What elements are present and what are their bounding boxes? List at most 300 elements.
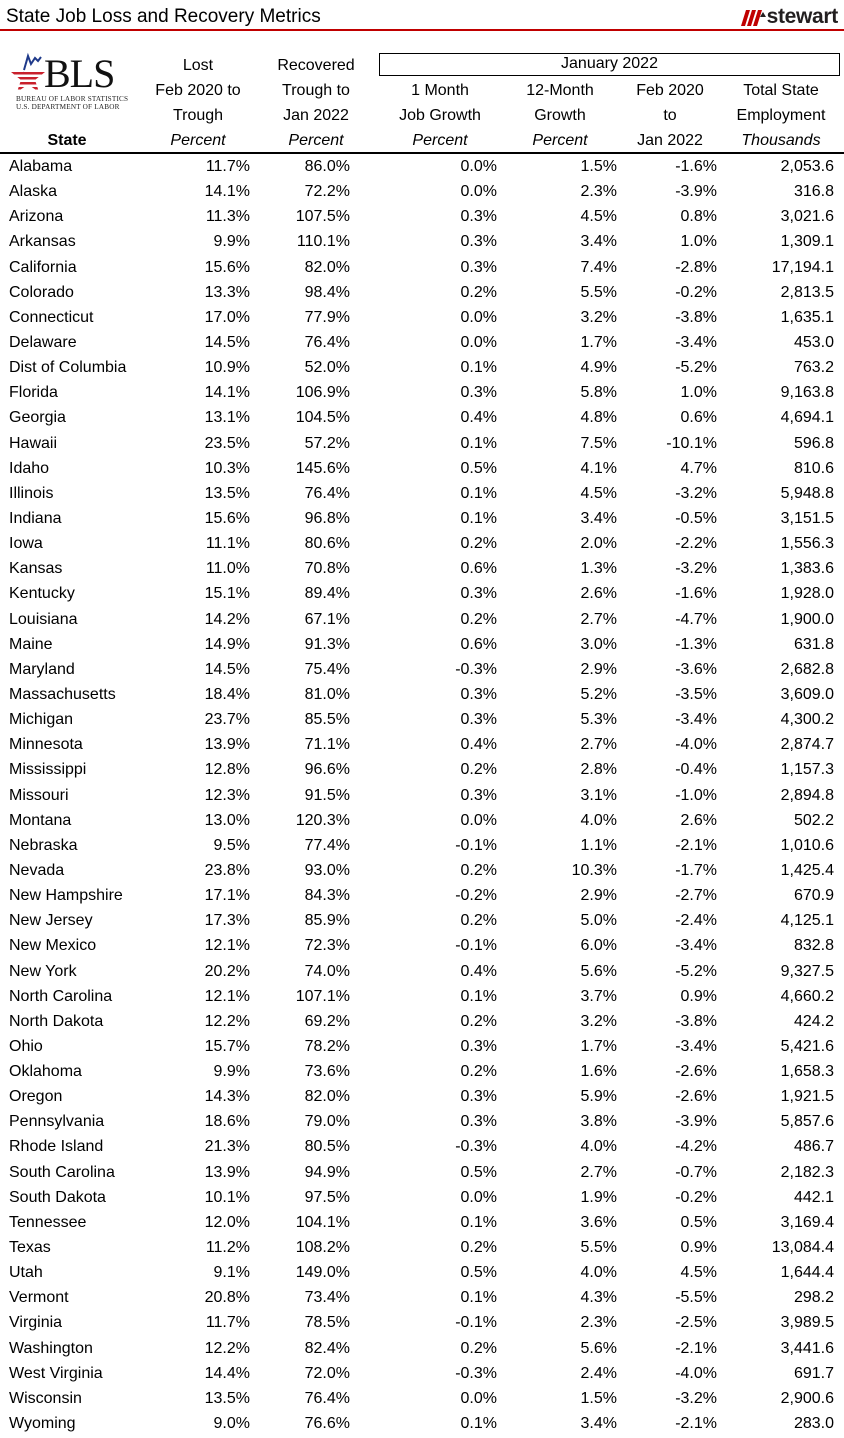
- cell-state: Maine: [9, 635, 53, 653]
- cell-recovered: 71.1%: [304, 736, 350, 754]
- cell-total-employment: 3,609.0: [780, 685, 834, 703]
- cell-recovered: 98.4%: [304, 283, 350, 301]
- cell-state: Indiana: [9, 509, 62, 527]
- cell-twelve-month: 5.9%: [580, 1088, 617, 1106]
- cell-twelve-month: 4.5%: [580, 484, 617, 502]
- cell-lost: 11.1%: [205, 535, 250, 553]
- cell-total-employment: 3,021.6: [780, 208, 834, 226]
- cell-state: Michigan: [9, 711, 74, 729]
- table-row: [0, 959, 844, 984]
- cell-recovered: 70.8%: [304, 560, 350, 578]
- cell-recovered: 84.3%: [304, 887, 350, 905]
- cell-state: West Virginia: [9, 1364, 103, 1382]
- table-row: [0, 883, 844, 908]
- cell-total-employment: 453.0: [793, 333, 834, 351]
- table-row: [0, 1336, 844, 1361]
- cell-total-employment: 1,556.3: [780, 535, 834, 553]
- cell-state: Dist of Columbia: [9, 359, 127, 377]
- cell-feb2020-jan2022: -2.2%: [675, 535, 717, 553]
- cell-state: Mississippi: [9, 761, 87, 779]
- cell-lost: 13.3%: [204, 283, 250, 301]
- cell-feb2020-jan2022: 1.0%: [680, 384, 717, 402]
- data-table-body: [0, 154, 844, 1436]
- cell-state: Nebraska: [9, 836, 78, 854]
- cell-recovered: 104.5%: [295, 409, 350, 427]
- cell-one-month: 0.1%: [460, 1213, 497, 1231]
- cell-twelve-month: 5.6%: [580, 962, 617, 980]
- column-header-state: State: [47, 132, 87, 149]
- cell-twelve-month: 4.5%: [580, 208, 617, 226]
- cell-lost: 9.9%: [213, 1063, 250, 1081]
- cell-state: Connecticut: [9, 308, 94, 326]
- cell-lost: 12.1%: [204, 987, 250, 1005]
- cell-lost: 12.2%: [204, 1339, 250, 1357]
- table-row: [0, 1361, 844, 1386]
- table-row: [0, 431, 844, 456]
- table-row: [0, 1235, 844, 1260]
- cell-feb2020-jan2022: -3.2%: [675, 1389, 717, 1407]
- table-row: [0, 330, 844, 355]
- cell-lost: 17.0%: [204, 308, 250, 326]
- cell-twelve-month: 1.5%: [580, 158, 617, 175]
- cell-twelve-month: 7.5%: [580, 434, 617, 452]
- cell-total-employment: 763.2: [793, 359, 834, 377]
- cell-recovered: 85.9%: [304, 912, 350, 930]
- table-row: [0, 1134, 844, 1159]
- cell-feb2020-jan2022: -2.1%: [675, 1339, 717, 1357]
- cell-one-month: 0.2%: [460, 1012, 497, 1030]
- cell-recovered: 57.2%: [304, 434, 350, 452]
- table-row: [0, 783, 844, 808]
- cell-total-employment: 1,425.4: [780, 861, 834, 879]
- cell-recovered: 75.4%: [304, 660, 350, 678]
- cell-twelve-month: 3.0%: [580, 635, 617, 653]
- cell-total-employment: 1,383.6: [780, 560, 834, 578]
- cell-twelve-month: 5.0%: [580, 912, 617, 930]
- column-header-1-month: 1 Month Job Growth Percent: [399, 82, 481, 149]
- cell-total-employment: 1,010.6: [780, 836, 834, 854]
- stewart-logo: [736, 6, 838, 28]
- cell-state: Idaho: [9, 459, 50, 477]
- cell-one-month: 0.2%: [460, 761, 497, 779]
- cell-twelve-month: 1.5%: [580, 1389, 617, 1407]
- cell-twelve-month: 1.9%: [580, 1188, 617, 1206]
- cell-feb2020-jan2022: -4.0%: [675, 1364, 717, 1382]
- title-bar: [0, 0, 844, 30]
- table-row: [0, 632, 844, 657]
- table-row: [0, 1084, 844, 1109]
- cell-lost: 12.8%: [204, 761, 250, 779]
- stewart-slashes-icon: [736, 8, 766, 26]
- cell-twelve-month: 7.4%: [580, 258, 617, 276]
- cell-twelve-month: 1.3%: [580, 560, 617, 578]
- cell-state: Florida: [9, 384, 58, 402]
- cell-one-month: 0.4%: [460, 736, 497, 754]
- table-row: [0, 657, 844, 682]
- cell-one-month: 0.5%: [460, 459, 497, 477]
- table-row: [0, 1310, 844, 1335]
- cell-one-month: 0.4%: [460, 962, 497, 980]
- cell-one-month: 0.4%: [460, 409, 497, 427]
- cell-twelve-month: 3.6%: [580, 1213, 617, 1231]
- cell-one-month: 0.2%: [460, 283, 497, 301]
- cell-total-employment: 9,163.8: [780, 384, 834, 402]
- cell-one-month: -0.1%: [455, 1314, 497, 1332]
- cell-one-month: -0.3%: [455, 1138, 497, 1156]
- cell-total-employment: 2,900.6: [780, 1389, 834, 1407]
- cell-recovered: 96.8%: [304, 509, 350, 527]
- cell-twelve-month: 5.6%: [580, 1339, 617, 1357]
- cell-state: North Carolina: [9, 987, 113, 1005]
- cell-feb2020-jan2022: 0.5%: [680, 1213, 717, 1231]
- cell-lost: 11.2%: [205, 1239, 250, 1257]
- table-row: [0, 984, 844, 1009]
- cell-total-employment: 5,948.8: [780, 484, 834, 502]
- cell-state: Alaska: [9, 183, 58, 201]
- table-row: [0, 833, 844, 858]
- cell-lost: 11.0%: [205, 560, 250, 578]
- cell-feb2020-jan2022: -2.7%: [675, 887, 717, 905]
- cell-state: Iowa: [9, 535, 43, 553]
- table-row: [0, 179, 844, 204]
- cell-twelve-month: 5.3%: [580, 711, 617, 729]
- cell-feb2020-jan2022: -2.8%: [675, 258, 717, 276]
- cell-lost: 14.5%: [204, 660, 250, 678]
- cell-recovered: 120.3%: [295, 811, 350, 829]
- table-row: [0, 1034, 844, 1059]
- cell-recovered: 80.5%: [304, 1138, 350, 1156]
- cell-lost: 20.8%: [204, 1289, 250, 1307]
- bls-wordmark: BLS: [44, 51, 115, 96]
- cell-one-month: 0.6%: [460, 635, 497, 653]
- table-row: [0, 1386, 844, 1411]
- cell-lost: 11.3%: [205, 208, 250, 226]
- cell-lost: 9.5%: [213, 836, 250, 854]
- cell-recovered: 76.4%: [304, 484, 350, 502]
- cell-one-month: 0.2%: [460, 912, 497, 930]
- cell-one-month: 0.3%: [460, 685, 497, 703]
- cell-state: Oklahoma: [9, 1063, 82, 1081]
- cell-twelve-month: 4.3%: [580, 1289, 617, 1307]
- cell-one-month: 0.3%: [460, 1037, 497, 1055]
- cell-lost: 9.0%: [213, 1415, 250, 1433]
- cell-recovered: 72.2%: [304, 183, 350, 201]
- cell-feb2020-jan2022: -5.5%: [675, 1289, 717, 1307]
- cell-total-employment: 810.6: [793, 459, 834, 477]
- cell-recovered: 73.6%: [304, 1063, 350, 1081]
- cell-one-month: -0.2%: [455, 887, 497, 905]
- cell-twelve-month: 3.4%: [580, 233, 617, 251]
- cell-twelve-month: 5.5%: [580, 283, 617, 301]
- cell-lost: 14.9%: [204, 635, 250, 653]
- cell-feb2020-jan2022: -1.6%: [675, 158, 717, 175]
- cell-one-month: 0.2%: [460, 535, 497, 553]
- cell-feb2020-jan2022: -3.4%: [675, 937, 717, 955]
- cell-one-month: 0.3%: [460, 208, 497, 226]
- cell-twelve-month: 4.0%: [580, 1264, 617, 1282]
- cell-total-employment: 2,053.6: [780, 158, 834, 175]
- cell-twelve-month: 3.8%: [580, 1113, 617, 1131]
- cell-twelve-month: 4.8%: [580, 409, 617, 427]
- cell-lost: 9.1%: [213, 1264, 250, 1282]
- cell-feb2020-jan2022: 0.8%: [680, 208, 717, 226]
- cell-total-employment: 1,921.5: [780, 1088, 834, 1106]
- cell-twelve-month: 2.9%: [580, 887, 617, 905]
- cell-total-employment: 4,125.1: [780, 912, 834, 930]
- cell-feb2020-jan2022: 0.6%: [680, 409, 717, 427]
- cell-one-month: 0.0%: [460, 1389, 497, 1407]
- cell-one-month: 0.0%: [460, 158, 497, 175]
- cell-one-month: 0.3%: [460, 258, 497, 276]
- cell-state: Colorado: [9, 283, 74, 301]
- cell-total-employment: 442.1: [793, 1188, 834, 1206]
- cell-total-employment: 2,813.5: [780, 283, 834, 301]
- table-row: [0, 1285, 844, 1310]
- cell-total-employment: 283.0: [793, 1415, 834, 1433]
- table-row: [0, 732, 844, 757]
- cell-state: Kansas: [9, 560, 63, 578]
- cell-feb2020-jan2022: 2.6%: [680, 811, 717, 829]
- cell-feb2020-jan2022: -1.3%: [675, 635, 717, 653]
- stewart-wordmark: stewart: [766, 5, 838, 28]
- cell-total-employment: 1,635.1: [780, 308, 834, 326]
- cell-state: Alabama: [9, 158, 73, 175]
- cell-recovered: 77.9%: [304, 308, 350, 326]
- cell-lost: 14.3%: [204, 1088, 250, 1106]
- cell-state: New Jersey: [9, 912, 93, 930]
- cell-lost: 21.3%: [204, 1138, 250, 1156]
- cell-feb2020-jan2022: -5.2%: [675, 359, 717, 377]
- cell-twelve-month: 2.7%: [580, 736, 617, 754]
- bls-subtitle-2: U.S. DEPARTMENT OF LABOR: [16, 103, 120, 111]
- cell-one-month: 0.0%: [460, 308, 497, 326]
- cell-recovered: 104.1%: [295, 1213, 350, 1231]
- cell-recovered: 72.0%: [304, 1364, 350, 1382]
- cell-total-employment: 670.9: [793, 887, 834, 905]
- cell-feb2020-jan2022: -4.0%: [675, 736, 717, 754]
- cell-one-month: -0.3%: [455, 660, 497, 678]
- table-row: [0, 531, 844, 556]
- cell-total-employment: 4,300.2: [780, 711, 834, 729]
- cell-state: Oregon: [9, 1088, 63, 1106]
- cell-lost: 14.1%: [204, 183, 250, 201]
- cell-lost: 14.5%: [204, 333, 250, 351]
- table-row: [0, 456, 844, 481]
- cell-feb2020-jan2022: -0.4%: [675, 761, 717, 779]
- cell-lost: 13.1%: [204, 409, 250, 427]
- table-row: [0, 229, 844, 254]
- bls-subtitle-1: BUREAU OF LABOR STATISTICS: [16, 95, 129, 103]
- table-row: [0, 255, 844, 280]
- table-row: [0, 481, 844, 506]
- cell-twelve-month: 2.0%: [580, 535, 617, 553]
- cell-state: South Dakota: [9, 1188, 106, 1206]
- cell-feb2020-jan2022: -3.5%: [675, 685, 717, 703]
- cell-lost: 10.1%: [204, 1188, 250, 1206]
- table-row: [0, 1160, 844, 1185]
- cell-one-month: 0.1%: [460, 359, 497, 377]
- cell-one-month: -0.1%: [455, 937, 497, 955]
- cell-feb2020-jan2022: -2.6%: [675, 1063, 717, 1081]
- cell-feb2020-jan2022: -0.5%: [675, 509, 717, 527]
- cell-feb2020-jan2022: 0.9%: [680, 987, 717, 1005]
- table-row: [0, 682, 844, 707]
- cell-feb2020-jan2022: -3.8%: [675, 308, 717, 326]
- cell-total-employment: 5,421.6: [780, 1037, 834, 1055]
- cell-state: Louisiana: [9, 610, 78, 628]
- cell-state: Minnesota: [9, 736, 83, 754]
- cell-twelve-month: 3.7%: [580, 987, 617, 1005]
- cell-lost: 17.3%: [204, 912, 250, 930]
- cell-recovered: 69.2%: [304, 1012, 350, 1030]
- cell-twelve-month: 2.3%: [580, 183, 617, 201]
- cell-lost: 11.7%: [205, 158, 250, 175]
- cell-feb2020-jan2022: -1.0%: [675, 786, 717, 804]
- cell-lost: 17.1%: [204, 887, 250, 905]
- table-row: [0, 204, 844, 229]
- table-row: [0, 1411, 844, 1436]
- cell-recovered: 76.6%: [304, 1415, 350, 1433]
- cell-state: Delaware: [9, 333, 77, 351]
- cell-one-month: 0.0%: [460, 1188, 497, 1206]
- cell-total-employment: 2,682.8: [780, 660, 834, 678]
- cell-one-month: 0.0%: [460, 183, 497, 201]
- cell-recovered: 77.4%: [304, 836, 350, 854]
- cell-recovered: 85.5%: [304, 711, 350, 729]
- cell-lost: 14.1%: [204, 384, 250, 402]
- table-row: [0, 933, 844, 958]
- cell-total-employment: 3,151.5: [780, 509, 834, 527]
- table-row: [0, 154, 844, 179]
- cell-lost: 14.4%: [204, 1364, 250, 1382]
- cell-total-employment: 1,309.1: [780, 233, 834, 251]
- cell-total-employment: 298.2: [793, 1289, 834, 1307]
- cell-total-employment: 486.7: [793, 1138, 834, 1156]
- cell-one-month: 0.1%: [460, 484, 497, 502]
- cell-lost: 15.6%: [204, 258, 250, 276]
- cell-feb2020-jan2022: -3.9%: [675, 183, 717, 201]
- cell-state: Pennsylvania: [9, 1113, 105, 1131]
- bls-star-icon: [8, 50, 48, 94]
- cell-twelve-month: 1.7%: [580, 1037, 617, 1055]
- cell-recovered: 82.4%: [304, 1339, 350, 1357]
- cell-total-employment: 596.8: [793, 434, 834, 452]
- cell-recovered: 107.5%: [295, 208, 350, 226]
- cell-recovered: 78.2%: [304, 1037, 350, 1055]
- cell-feb2020-jan2022: -3.4%: [675, 1037, 717, 1055]
- cell-state: Vermont: [9, 1289, 69, 1307]
- cell-state: Arizona: [9, 208, 64, 226]
- cell-feb2020-jan2022: -4.2%: [675, 1138, 717, 1156]
- cell-recovered: 106.9%: [295, 384, 350, 402]
- cell-one-month: 0.0%: [460, 333, 497, 351]
- page-title: State Job Loss and Recovery Metrics: [6, 6, 321, 27]
- cell-total-employment: 502.2: [793, 811, 834, 829]
- table-row: [0, 1210, 844, 1235]
- cell-recovered: 93.0%: [304, 861, 350, 879]
- cell-recovered: 67.1%: [304, 610, 350, 628]
- cell-one-month: 0.1%: [460, 1289, 497, 1307]
- table-row: [0, 581, 844, 606]
- cell-feb2020-jan2022: -2.6%: [675, 1088, 717, 1106]
- table-row: [0, 1059, 844, 1084]
- cell-feb2020-jan2022: -1.6%: [675, 585, 717, 603]
- cell-state: Massachusetts: [9, 685, 116, 703]
- table-row: [0, 1260, 844, 1285]
- cell-state: Missouri: [9, 786, 69, 804]
- cell-lost: 11.7%: [205, 1314, 250, 1332]
- table-row: [0, 280, 844, 305]
- table-row: [0, 556, 844, 581]
- cell-one-month: 0.3%: [460, 786, 497, 804]
- cell-total-employment: 691.7: [793, 1364, 834, 1382]
- cell-lost: 9.9%: [213, 233, 250, 251]
- cell-recovered: 76.4%: [304, 333, 350, 351]
- cell-lost: 14.2%: [204, 610, 250, 628]
- cell-twelve-month: 6.0%: [580, 937, 617, 955]
- cell-recovered: 97.5%: [304, 1188, 350, 1206]
- cell-twelve-month: 2.6%: [580, 585, 617, 603]
- cell-twelve-month: 2.4%: [580, 1364, 617, 1382]
- cell-feb2020-jan2022: -5.2%: [675, 962, 717, 980]
- cell-one-month: 0.2%: [460, 861, 497, 879]
- cell-one-month: -0.1%: [455, 836, 497, 854]
- column-header-lost: Lost Feb 2020 to Trough Percent: [155, 57, 241, 149]
- cell-feb2020-jan2022: 4.5%: [680, 1264, 717, 1282]
- cell-feb2020-jan2022: 4.7%: [680, 459, 717, 477]
- cell-state: Wyoming: [9, 1415, 76, 1433]
- cell-recovered: 91.5%: [304, 786, 350, 804]
- cell-lost: 13.0%: [204, 811, 250, 829]
- cell-recovered: 73.4%: [304, 1289, 350, 1307]
- cell-recovered: 149.0%: [295, 1264, 350, 1282]
- cell-lost: 13.9%: [204, 736, 250, 754]
- cell-state: Rhode Island: [9, 1138, 104, 1156]
- cell-recovered: 74.0%: [304, 962, 350, 980]
- cell-feb2020-jan2022: -0.2%: [675, 283, 717, 301]
- cell-recovered: 72.3%: [304, 937, 350, 955]
- cell-one-month: 0.2%: [460, 1339, 497, 1357]
- cell-feb2020-jan2022: -0.7%: [675, 1163, 717, 1181]
- cell-twelve-month: 3.2%: [580, 308, 617, 326]
- cell-recovered: 96.6%: [304, 761, 350, 779]
- cell-state: Utah: [9, 1264, 43, 1282]
- cell-one-month: 0.3%: [460, 711, 497, 729]
- cell-feb2020-jan2022: -3.4%: [675, 333, 717, 351]
- cell-feb2020-jan2022: -10.1%: [666, 434, 717, 452]
- cell-lost: 12.1%: [204, 937, 250, 955]
- table-row: [0, 405, 844, 430]
- cell-one-month: 0.5%: [460, 1264, 497, 1282]
- cell-twelve-month: 3.1%: [580, 786, 617, 804]
- cell-one-month: 0.1%: [460, 1415, 497, 1433]
- cell-one-month: 0.2%: [460, 610, 497, 628]
- cell-feb2020-jan2022: -1.7%: [675, 861, 717, 879]
- cell-state: South Carolina: [9, 1163, 115, 1181]
- cell-total-employment: 1,928.0: [780, 585, 834, 603]
- cell-total-employment: 4,694.1: [780, 409, 834, 427]
- cell-state: New Mexico: [9, 937, 97, 955]
- cell-lost: 18.4%: [204, 685, 250, 703]
- cell-feb2020-jan2022: -3.2%: [675, 484, 717, 502]
- cell-state: Virginia: [9, 1314, 63, 1332]
- cell-twelve-month: 5.5%: [580, 1239, 617, 1257]
- cell-state: Illinois: [9, 484, 54, 502]
- table-row: [0, 858, 844, 883]
- cell-one-month: 0.1%: [460, 987, 497, 1005]
- cell-feb2020-jan2022: -3.6%: [675, 660, 717, 678]
- cell-total-employment: 3,441.6: [780, 1339, 834, 1357]
